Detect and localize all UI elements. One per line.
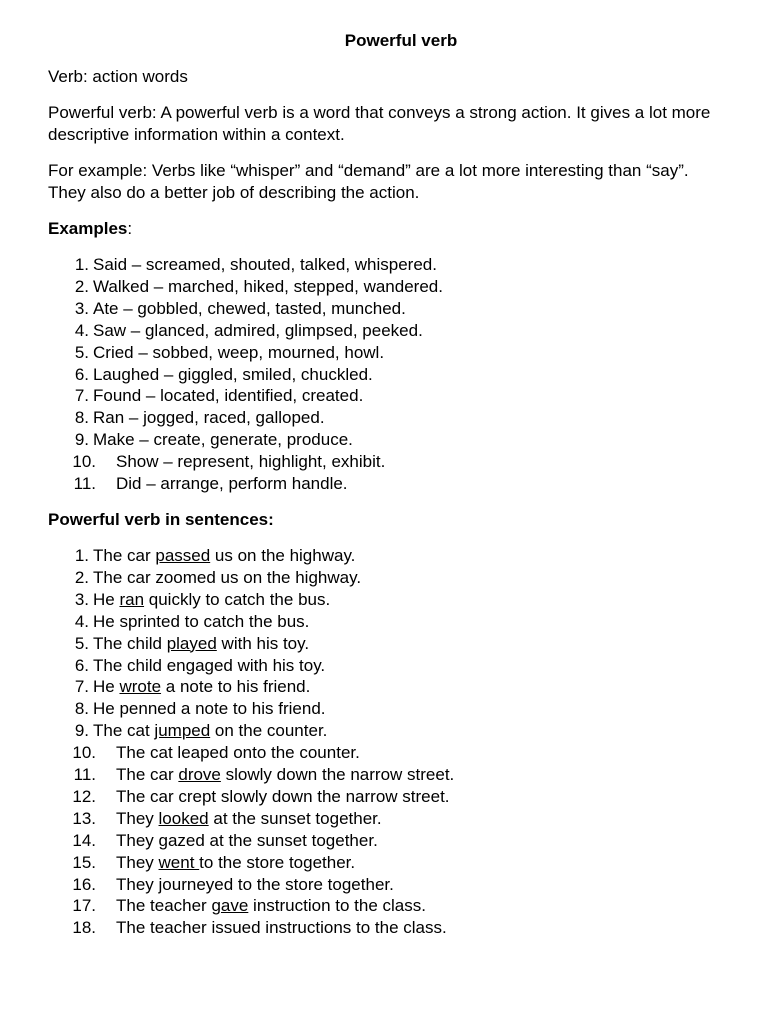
underlined-verb: drove xyxy=(178,765,221,785)
sentence-text-before: The teacher issued instructions to the class. xyxy=(116,918,447,938)
list-item xyxy=(48,342,718,364)
sentence-text-before: They xyxy=(116,852,159,872)
sentence-text-after: instruction to the class. xyxy=(248,896,426,916)
underlined-verb: passed xyxy=(155,545,211,565)
sentence-text-before: The car xyxy=(116,765,179,785)
list-item-text: Ate – gobbled, chewed, tasted, munched. xyxy=(93,298,406,318)
list-item xyxy=(48,298,718,320)
list-item xyxy=(48,633,718,655)
example-paragraph: For example: Verbs like “whisper” and “demand” are a lot more interesting than “say”. They also do a better job of describing the action. xyxy=(48,161,689,202)
sentence-text-before: The cat leaped onto the counter. xyxy=(116,743,360,763)
list-item-number: 13. xyxy=(72,808,96,828)
list-item xyxy=(48,895,718,917)
sentence-text-before: The car crept slowly down the narrow street. xyxy=(116,786,450,806)
list-item-number: 10. xyxy=(72,452,96,472)
underlined-verb: ran xyxy=(119,589,145,609)
sentence-text-after: with his toy. xyxy=(216,633,310,653)
list-item xyxy=(48,407,718,429)
underlined-verb: jumped xyxy=(154,721,211,741)
underlined-verb: wrote xyxy=(119,677,162,697)
sentence-text-before: The child engaged with his toy. xyxy=(93,655,326,675)
list-item-number: 5. xyxy=(74,342,89,362)
list-item xyxy=(48,742,718,764)
list-item xyxy=(48,254,718,276)
sentences-heading-label: Powerful verb in sentences: xyxy=(48,509,274,529)
underlined-verb: gave xyxy=(211,896,249,916)
list-item-number: 16. xyxy=(72,874,96,894)
sentence-text-after: on the counter. xyxy=(210,721,328,741)
sentence-text-after: us on the highway. xyxy=(210,545,356,565)
sentence-text-after: slowly down the narrow street. xyxy=(220,765,455,785)
list-item-number: 11. xyxy=(73,474,96,494)
list-item-number: 3. xyxy=(74,589,89,609)
list-item-number: 8. xyxy=(74,699,89,719)
list-item-number: 6. xyxy=(74,655,89,675)
list-item xyxy=(48,429,718,451)
list-item-text: Laughed – giggled, smiled, chuckled. xyxy=(93,364,373,384)
list-item-number: 10. xyxy=(72,743,96,763)
underlined-verb: went xyxy=(158,852,200,872)
sentence-text-before: He sprinted to catch the bus. xyxy=(93,611,310,631)
list-item-number: 9. xyxy=(74,430,89,450)
list-item-number: 8. xyxy=(74,408,89,428)
list-item-text: Ran – jogged, raced, galloped. xyxy=(93,408,325,428)
list-item xyxy=(48,567,718,589)
list-item-number: 18. xyxy=(72,918,96,938)
list-item xyxy=(48,786,718,808)
list-item-number: 5. xyxy=(74,633,89,653)
sentences-heading xyxy=(48,509,718,531)
list-item xyxy=(48,589,718,611)
list-item xyxy=(48,364,718,386)
verb-definition: Verb: action words xyxy=(48,67,188,86)
list-item xyxy=(48,917,718,939)
sentence-text-before: The car zoomed us on the highway. xyxy=(93,567,362,587)
list-item-number: 17. xyxy=(72,896,96,916)
list-item-number: 14. xyxy=(72,830,96,850)
examples-list xyxy=(48,254,718,495)
list-item xyxy=(48,852,718,874)
sentence-text-before: He penned a note to his friend. xyxy=(93,699,326,719)
list-item xyxy=(48,764,718,786)
sentence-text-before: The child xyxy=(93,633,167,653)
list-item-number: 1. xyxy=(74,255,89,274)
sentence-text-after: a note to his friend. xyxy=(161,677,311,697)
sentence-text-before: The car xyxy=(93,545,156,565)
list-item-text: Walked – marched, hiked, stepped, wandered. xyxy=(93,276,443,296)
list-item-number: 2. xyxy=(74,567,89,587)
sentence-text-before: The cat xyxy=(93,721,155,741)
list-item xyxy=(48,808,718,830)
sentence-text-before: He xyxy=(93,677,120,697)
list-item-number: 15. xyxy=(72,852,96,872)
list-item-text: Show – represent, highlight, exhibit. xyxy=(116,452,386,472)
list-item-number: 6. xyxy=(74,364,89,384)
list-item xyxy=(48,320,718,342)
underlined-verb: looked xyxy=(158,808,209,828)
sentence-text-before: They journeyed to the store together. xyxy=(116,874,394,894)
list-item-text: Found – located, identified, created. xyxy=(93,386,364,406)
sentence-text-after: quickly to catch the bus. xyxy=(144,589,331,609)
powerful-verb-definition: Powerful verb: A powerful verb is a word that conveys a strong action. It gives a lot more descriptive information within a context. xyxy=(48,103,711,144)
list-item-number: 9. xyxy=(74,721,89,741)
examples-heading xyxy=(48,218,718,240)
list-item xyxy=(48,276,718,298)
sentence-text-before: They gazed at the sunset together. xyxy=(116,830,378,850)
list-item xyxy=(48,451,718,473)
list-item-number: 11. xyxy=(73,765,96,785)
list-item-text: Did – arrange, perform handle. xyxy=(116,474,348,494)
list-item-number: 12. xyxy=(72,786,96,806)
page-title: Powerful verb xyxy=(344,31,458,50)
sentence-text-after: to the store together. xyxy=(199,852,356,872)
list-item-text: Make – create, generate, produce. xyxy=(93,430,353,450)
list-item xyxy=(48,676,718,698)
examples-heading-colon: : xyxy=(127,219,133,238)
list-item-number: 4. xyxy=(74,611,89,631)
sentence-text-before: The teacher xyxy=(116,896,212,916)
list-item-text: Said – screamed, shouted, talked, whispered. xyxy=(93,255,437,274)
sentence-text-before: They xyxy=(116,808,159,828)
list-item-text: Cried – sobbed, weep, mourned, howl. xyxy=(93,342,385,362)
document-page xyxy=(48,30,718,953)
list-item xyxy=(48,720,718,742)
examples-heading-label: Examples xyxy=(48,219,128,238)
sentence-text-before: He xyxy=(93,589,120,609)
list-item xyxy=(48,385,718,407)
list-item xyxy=(48,473,718,495)
list-item xyxy=(48,874,718,896)
list-item-number: 4. xyxy=(74,320,89,340)
list-item-number: 7. xyxy=(74,677,89,697)
list-item xyxy=(48,830,718,852)
list-item xyxy=(48,698,718,720)
underlined-verb: played xyxy=(166,633,217,653)
list-item-number: 3. xyxy=(74,298,89,318)
list-item xyxy=(48,611,718,633)
list-item xyxy=(48,655,718,677)
sentence-text-after: at the sunset together. xyxy=(208,808,382,828)
sentences-list xyxy=(48,545,718,939)
list-item xyxy=(48,545,718,567)
list-item-number: 2. xyxy=(74,276,89,296)
list-item-number: 1. xyxy=(74,545,89,565)
list-item-text: Saw – glanced, admired, glimpsed, peeked. xyxy=(93,320,423,340)
list-item-number: 7. xyxy=(74,386,89,406)
